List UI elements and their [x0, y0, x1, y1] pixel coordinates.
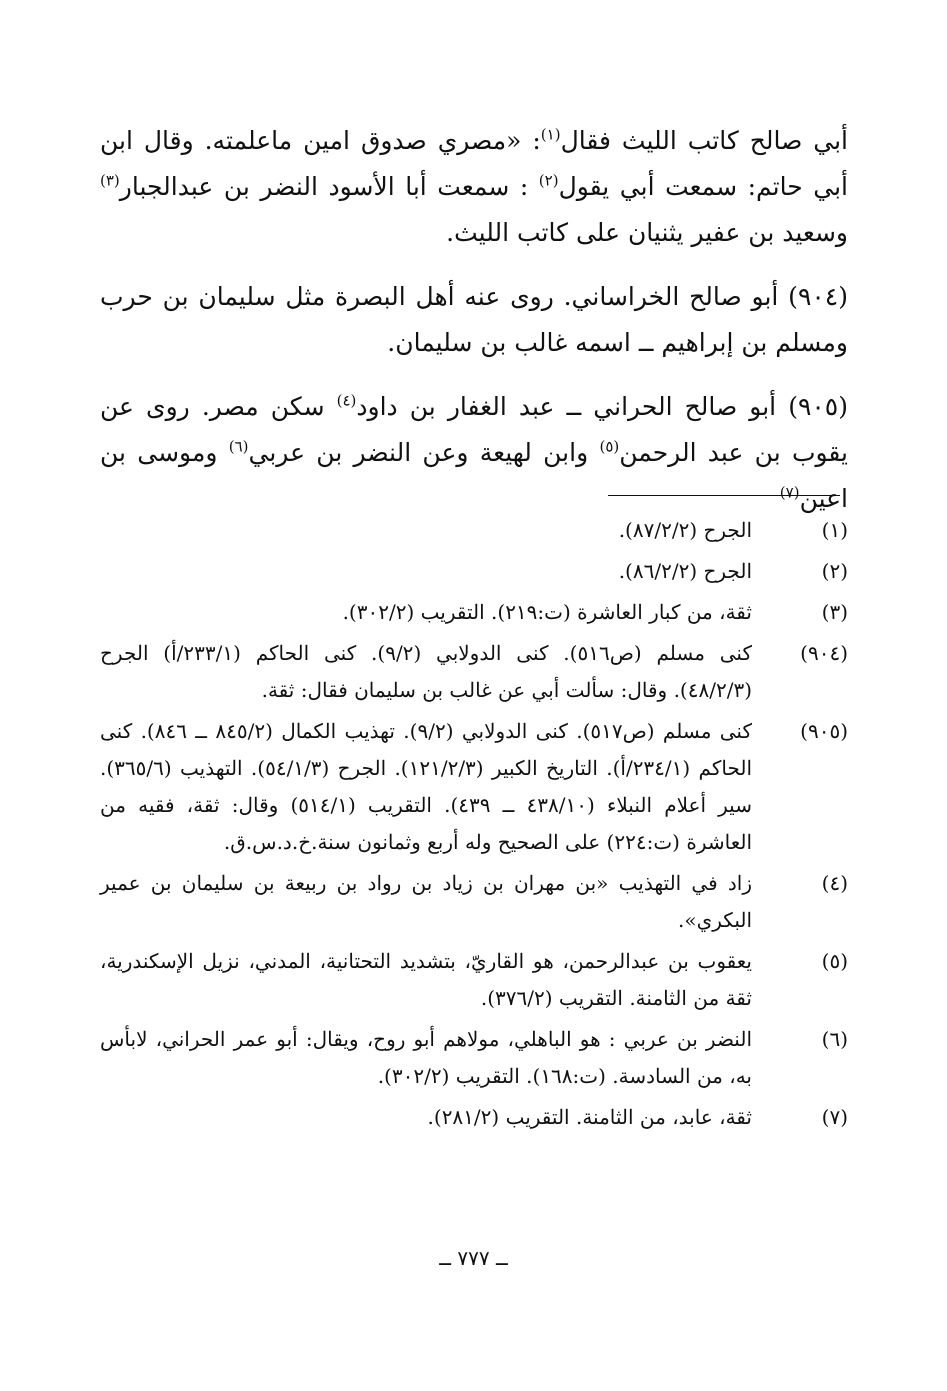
- footnote-text: ثقة، من كبار العاشرة (ت:٢١٩). التقريب (٣٠٢/٢).: [342, 600, 752, 624]
- footnotes: [100, 512, 848, 1140]
- footnote-number: (١): [821, 518, 848, 542]
- footnote-text: كنى مسلم (ص٥١٦). كنى الدولابي (٩/٢). كنى الحاكم (٢٣٣/١/أ) الجرح (٤٨/٢/٣). وقال: سألت أبي عن غالب بن سليمان فقال: ثقة.: [100, 641, 752, 702]
- text-run: : سمعت أبا الأسود النضر بن عبدالجبار: [119, 172, 539, 201]
- footnote: [100, 713, 848, 861]
- text-run: أبي صالح كاتب الليث فقال: [560, 126, 848, 155]
- footnote: [100, 553, 848, 590]
- footnote-text: الجرح (٨٧/٢/٢).: [618, 518, 752, 542]
- footnote-text: الجرح (٨٦/٢/٢).: [618, 559, 752, 583]
- footnote-separator: [608, 495, 840, 496]
- footnote-text: ثقة، عابد، من الثامنة. التقريب (٢٨١/٢).: [427, 1105, 752, 1129]
- footnote-number: (٩٠٤): [800, 641, 848, 665]
- footnote-number: (٤): [821, 871, 848, 895]
- footnote-ref: (٧): [779, 483, 800, 502]
- footnote: [100, 865, 848, 939]
- text-run: وابن لهيعة وعن النضر بن عربي: [248, 438, 600, 467]
- text-run: (٩٠٤) أبو صالح الخراساني. روى عنه أهل البصرة مثل سليمان بن حرب ومسلم بن إبراهيم ــ اسمه غالب بن سليمان.: [100, 282, 848, 357]
- paragraph-continuation: [100, 118, 848, 256]
- footnote-number: (٩٠٥): [800, 719, 848, 743]
- footnote: [100, 1021, 848, 1095]
- main-text: [100, 118, 848, 540]
- text-run: : «مصري صدوق امين ماعلمته. وقال ابن أبي حاتم: سمعت أبي يقول: [100, 126, 848, 201]
- page-number: ــ ٧٧٧ ــ: [439, 1246, 508, 1270]
- footnote-text: النضر بن عربي : هو الباهلي، مولاهم أبو روح، ويقال: أبو عمر الحراني، لابأس به، من السادسة. (ت:١٦٨). التقريب (٣٠٢/٢).: [100, 1027, 752, 1088]
- footnote-text: زاد في التهذيب «بن مهران بن زياد بن رواد بن ربيعة بن سليمان بن عمير البكري».: [100, 871, 752, 932]
- footnote: [100, 635, 848, 709]
- footnote-ref: (١): [540, 125, 561, 144]
- footnote-ref: (٥): [599, 437, 620, 456]
- text-run: سكن مصر. روى عن يقوب بن عبد الرحمن: [100, 392, 849, 467]
- footnote-number: (٢): [821, 559, 848, 583]
- entry-904: [100, 274, 848, 366]
- footnote-text: يعقوب بن عبدالرحمن، هو القاريّ، بتشديد التحتانية، المدني، نزيل الإسكندرية، ثقة من الثامنة. التقريب (٣٧٦/٢).: [100, 949, 752, 1010]
- footnote: [100, 594, 848, 631]
- text-run: وموسى بن اعين: [100, 438, 848, 513]
- footnote-ref: (٢): [538, 171, 559, 190]
- text-run: وسعيد بن عفير يثنيان على كاتب الليث.: [446, 218, 848, 247]
- footnote-number: (٥): [821, 949, 848, 973]
- footnote: [100, 1099, 848, 1136]
- footnote-number: (٣): [821, 600, 848, 624]
- footnote-number: (٧): [821, 1105, 848, 1129]
- footnote-ref: (٤): [336, 391, 357, 410]
- footnote-text: كنى مسلم (ص٥١٧). كنى الدولابي (٩/٢). تهذيب الكمال (٨٤٥/٢ ــ ٨٤٦). كنى الحاكم (٢٣٤/١/أ). التاريخ الكبير (١٢١/٢/٣). الجرح (٥٤/١/٣). التهذيب (٣٦٥/٦). سير أعلام النبلاء (٤٣٨/١٠ ــ ٤٣٩). التقريب (٥١٤/١) وقال: ثقة، فقيه من العاشرة (ت:٢٢٤) على الصحيح وله أربع وثمانون سنة.خ.د.س.ق.: [100, 719, 752, 854]
- entry-905: [100, 384, 848, 522]
- footnote-ref: (٦): [228, 437, 249, 456]
- text-run: (٩٠٥) أبو صالح الحراني ــ عبد الغفار بن داود: [356, 392, 849, 421]
- footnote-ref: (٣): [100, 171, 120, 190]
- footnote: [100, 943, 848, 1017]
- footnote-number: (٦): [821, 1027, 848, 1051]
- footnote: [100, 512, 848, 549]
